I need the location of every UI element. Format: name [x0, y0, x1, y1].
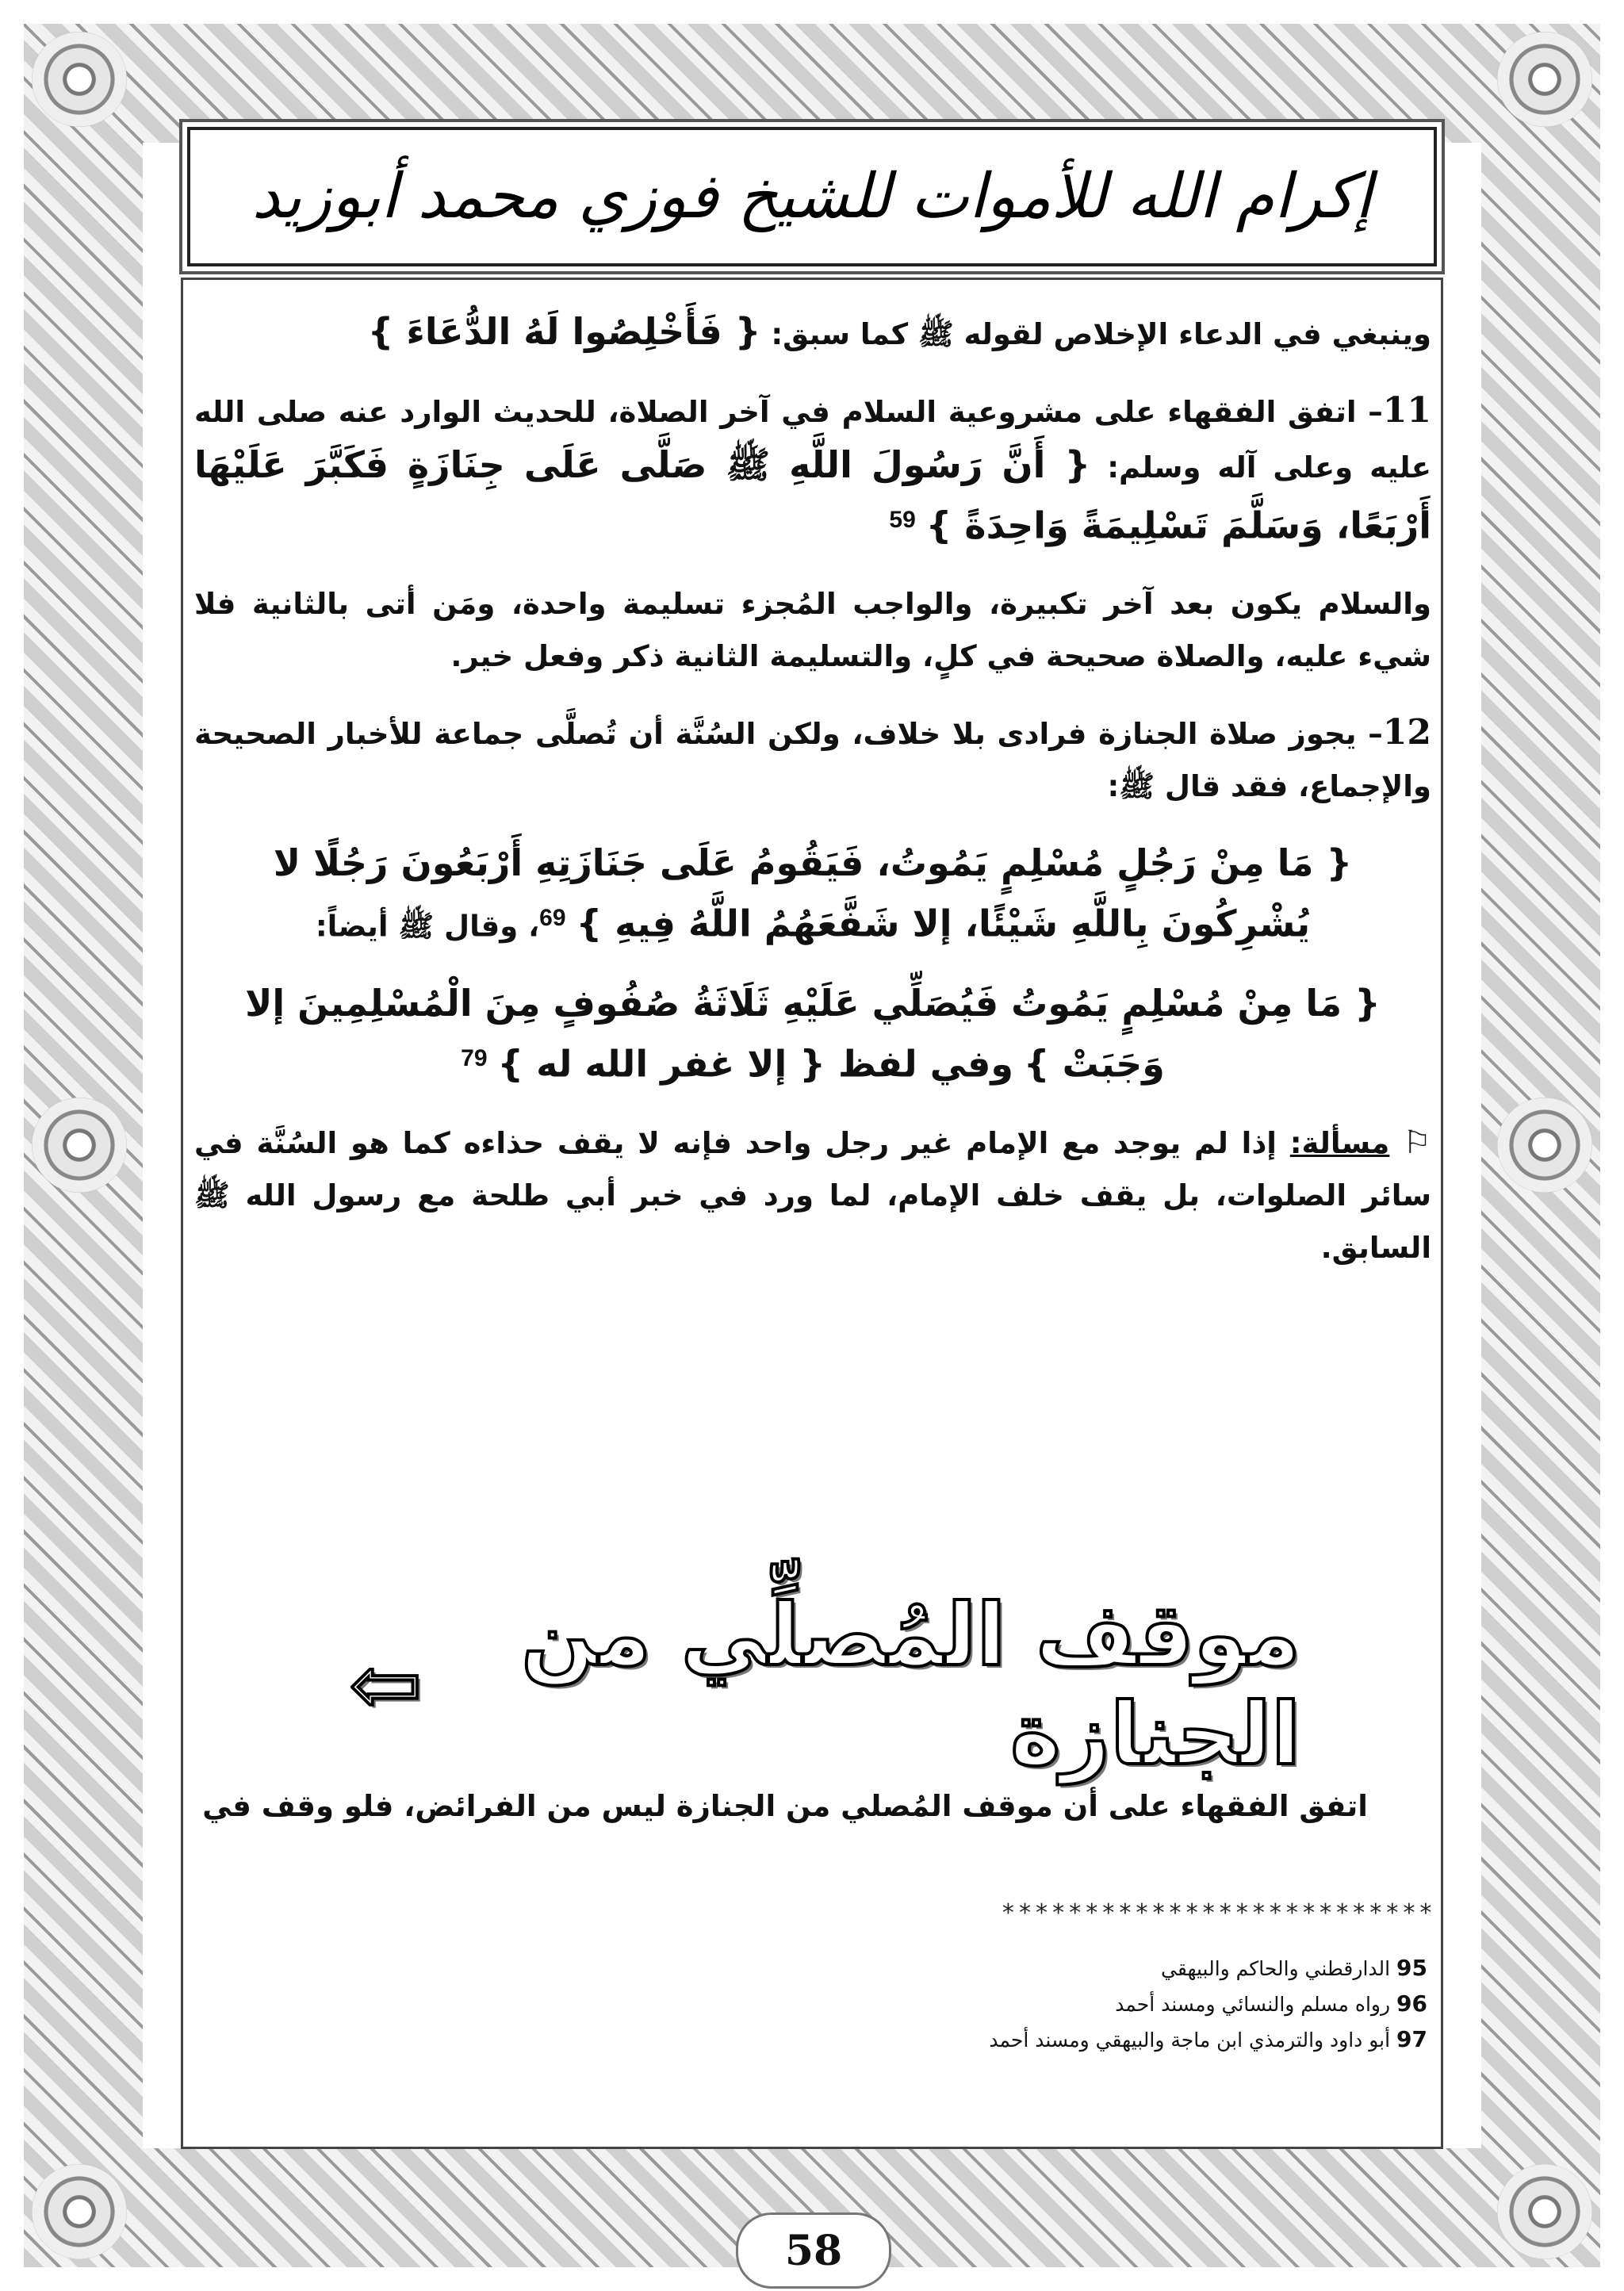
paragraph-text: إذا لم يوجد مع الإمام غير رجل واحد فإنه لا يقف حذاءه كما هو السُنَّة في سائر الصلوات، بل يقف خلف الإمام، لما ورد في خبر أبي طلحة مع رسول الله ﷺ السابق.: [194, 1125, 1431, 1265]
paragraph-4: [194, 707, 1431, 813]
flag-icon: ⚐: [1403, 1124, 1431, 1161]
hadith-block-1: [194, 837, 1431, 952]
page-title: إكرام الله للأموات للشيخ فوزي محمد أبوزيد: [251, 161, 1373, 232]
paragraph-text: وينبغي في الدعاء الإخلاص لقوله ﷺ كما سبق:: [760, 317, 1431, 351]
title-box: [187, 127, 1437, 266]
corner-ornament: [32, 32, 127, 127]
section-title: موقف المُصلِّي من الجنازة: [521, 1586, 1300, 1784]
hadith-quote: { مَا مِنْ مُسْلِمٍ يَمُوتُ فَيُصَلِّي عَلَيْهِ ثَلَاثَةُ صُفُوفٍ مِنَ الْمُسْلِمِينَ إلا وَجَبَتْ }: [245, 981, 1381, 1085]
hadith-quote: { مَا مِنْ رَجُلٍ مُسْلِمٍ يَمُوتُ، فَيَقُومُ عَلَى جَنَازَتِهِ أَرْبَعُونَ رَجُلًا لا يُشْرِكُونَ بِاللَّهِ شَيْئًا، إلا شَفَّعَهُمُ اللَّهُ فِيهِ }: [273, 841, 1353, 945]
corner-ornament: [1497, 2164, 1592, 2259]
paragraph-text: والسلام يكون بعد آخر تكبيرة، والواجب المُجزء تسليمة واحدة، ومَن أتى بالثانية فلا شيء عليه، والصلاة صحيحة في كلٍ، والتسليمة الثانية ذكر وفعل خير.: [194, 587, 1431, 674]
footnote-ref: 59: [889, 507, 916, 533]
footnote-ref: 79: [461, 1044, 488, 1071]
corner-ornament: [32, 2164, 127, 2259]
paragraph-2: [194, 385, 1431, 554]
paragraph-1: [194, 305, 1431, 361]
hadith-variant: وفي لفظ { إلا غفر الله له }: [497, 1041, 1013, 1085]
item-number: 12: [1382, 712, 1431, 753]
main-content: [194, 305, 1431, 1298]
hadith-block-2: [194, 977, 1431, 1093]
arrow-icon: ⇦: [349, 1634, 423, 1736]
masala-paragraph: [194, 1117, 1431, 1274]
footnote-separator: **************************: [1001, 1899, 1435, 1927]
item-number: 11: [1382, 390, 1431, 431]
paragraph-text: ، وقال ﷺ أيضاً:: [315, 909, 540, 944]
side-ornament: [32, 1098, 127, 1193]
page-number: 58: [736, 2212, 891, 2289]
quran-quote: { فَأَخْلِصُوا لَهُ الدُّعَاءَ }: [367, 310, 761, 353]
hadith-quote: { أَنَّ رَسُولَ اللَّهِ ﷺ صَلَّى عَلَى جِنَازَةٍ فَكَبَّرَ عَلَيْهَا أَرْبَعًا، وَسَلَّمَ تَسْلِيمَةً وَاحِدَةً }: [194, 443, 1431, 547]
masala-label: مسألة:: [1289, 1125, 1390, 1160]
paragraph-3: [194, 578, 1431, 683]
paragraph-text: – اتفق الفقهاء على مشروعية السلام في آخر الصلاة، للحديث الوارد عنه صلى الله عليه وعلى آله وسلم:: [194, 395, 1431, 485]
footnote-item: 96 رواه مسلم والنسائي ومسند أحمد: [1115, 1990, 1427, 2017]
footnotes: [714, 1951, 1427, 2058]
paragraph-text: – يجوز صلاة الجنازة فرادى بلا خلاف، ولكن السُنَّة أن تُصلَّى جماعة للأخبار الصحيحة والإجماع، فقد قال ﷺ:: [194, 717, 1431, 804]
footnote-item: 97 أبو داود والترمذي ابن ماجة والبيهقي ومسند أحمد: [989, 2026, 1427, 2052]
corner-ornament: [1497, 32, 1592, 127]
footnote-ref: 69: [539, 905, 566, 932]
paragraph-after-heading: اتفق الفقهاء على أن موقف المُصلي من الجنازة ليس من الفرائض، فلو وقف في: [202, 1789, 1368, 1823]
section-heading: [349, 1586, 1300, 1784]
footnote-item: 95 الدارقطني والحاكم والبيهقي: [1160, 1955, 1427, 1981]
side-ornament: [1497, 1098, 1592, 1193]
